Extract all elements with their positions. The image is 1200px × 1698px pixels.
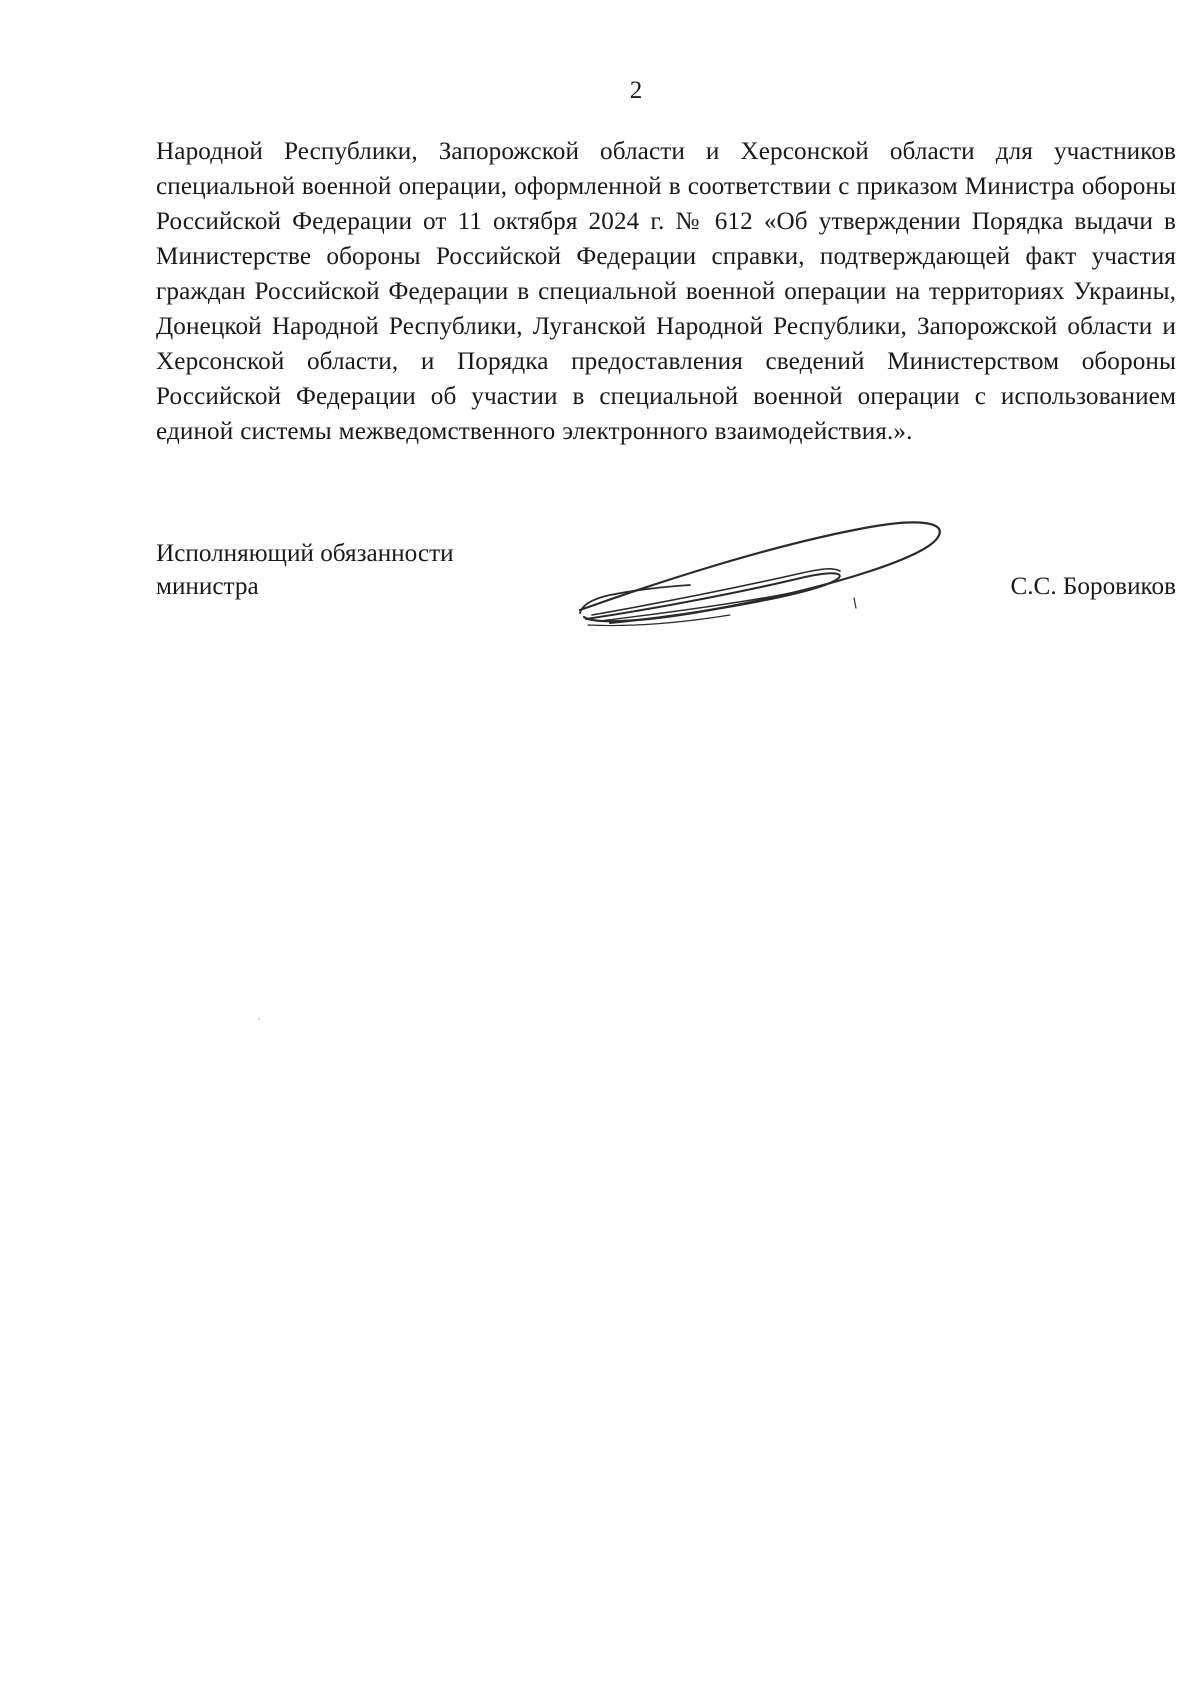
signatory-title-line2: министра	[156, 573, 259, 600]
page-number: 2	[629, 77, 643, 104]
signatory-title-line1: Исполняющий обязанности	[156, 540, 454, 567]
handwritten-signature-icon	[570, 515, 950, 645]
scan-speck	[258, 1018, 260, 1020]
body-paragraph: Народной Республики, Запорожской области и Херсонской области для участников специальной военной операции, оформленной в соответствии с приказом Министра обороны Российской Федерации от 11 октября 2024 г. № 612 «Об утверждении Порядка выдачи в Министерстве обороны Российской Федерации справки, подтверждающей факт участия граждан Российской Федерации в специальной военной операции на территориях Украины, Донецкой Народной Республики, Луганской Народной Республики, Запорожской области и Херсонской области, и Порядка предоставления сведений Министерством обороны Российской Федерации об участии в специальной военной операции с использованием единой системы межведомственного электронного взаимодействия.».	[156, 138, 1176, 445]
signatory-name: С.С. Боровиков	[1010, 573, 1176, 600]
signatory-title	[156, 537, 454, 603]
